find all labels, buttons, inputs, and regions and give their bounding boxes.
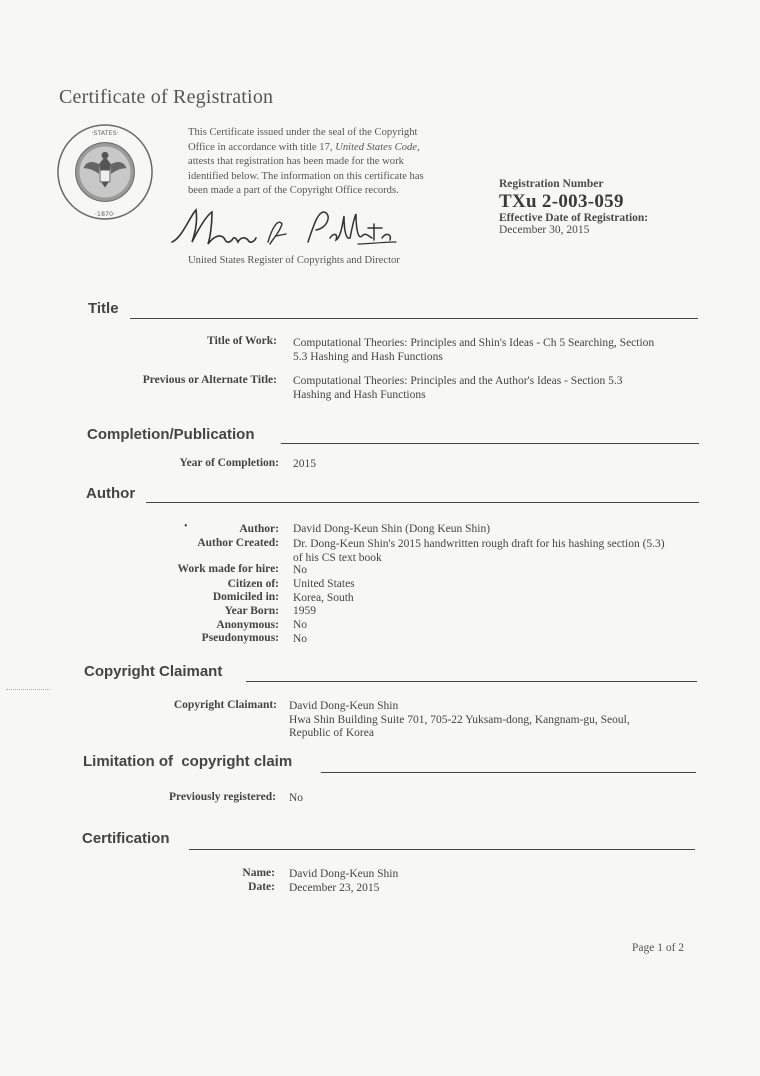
pseudonymous-label: Pseudonymous: bbox=[201, 632, 279, 644]
domiciled-in-label: Domiciled in: bbox=[212, 591, 279, 603]
value-line: Computational Theories: Principles and the Author's Ideas - Section 5.3 bbox=[293, 375, 623, 387]
certification-name-value: David Dong-Keun Shin bbox=[289, 868, 399, 880]
title-of-work-value bbox=[293, 337, 654, 364]
section-rule bbox=[146, 502, 699, 503]
bullet-marker: • bbox=[184, 521, 188, 532]
value-line: Republic of Korea bbox=[289, 727, 374, 739]
certification-date-value: December 23, 2015 bbox=[289, 882, 380, 894]
intro-line: Office in accordance with title 17, United States Code, bbox=[188, 141, 420, 153]
year-of-completion-label: Year of Completion: bbox=[179, 457, 279, 469]
value-line: Hwa Shin Building Suite 701, 705-22 Yuksam-dong, Kangnam-gu, Seoul, bbox=[289, 713, 630, 726]
certification-name-label: Name: bbox=[242, 867, 275, 879]
value-line: Dr. Dong-Keun Shin's 2015 handwritten rough draft for his hashing section (5.3) bbox=[293, 538, 665, 550]
year-of-completion-value: 2015 bbox=[293, 458, 316, 470]
section-heading-title: Title bbox=[88, 300, 119, 317]
author-created-value bbox=[293, 538, 665, 565]
registration-block bbox=[499, 178, 648, 236]
pseudonymous-value: No bbox=[293, 633, 308, 645]
effective-date-label: Effective Date of Registration: bbox=[499, 212, 649, 224]
register-signature bbox=[168, 198, 403, 256]
author-created-label: Author Created: bbox=[197, 537, 279, 549]
svg-text:·STATES·: ·STATES· bbox=[91, 128, 119, 137]
alternate-title-label: Previous or Alternate Title: bbox=[142, 374, 277, 386]
section-rule bbox=[321, 772, 696, 773]
citizen-of-value: United States bbox=[293, 578, 355, 590]
anonymous-value: No bbox=[293, 619, 308, 631]
value-line: Hashing and Hash Functions bbox=[293, 388, 426, 401]
section-heading-limitation: Limitation of copyright claim bbox=[83, 753, 293, 770]
intro-line: attests that registration has been made for the work bbox=[188, 156, 404, 168]
title-of-work-label: Title of Work: bbox=[207, 335, 277, 347]
intro-line: been made a part of the Copyright Office records. bbox=[188, 185, 399, 197]
certificate-title: Certificate of Registration bbox=[59, 86, 274, 108]
certificate-intro bbox=[188, 126, 468, 199]
work-for-hire-label: Work made for hire: bbox=[177, 563, 279, 575]
svg-text:·1870·: ·1870· bbox=[94, 210, 116, 219]
section-rule bbox=[246, 681, 697, 682]
section-rule bbox=[281, 443, 699, 444]
page-number: Page 1 of 2 bbox=[632, 942, 685, 954]
previously-registered-label: Previously registered: bbox=[169, 791, 276, 803]
registration-number-label: Registration Number bbox=[499, 178, 604, 190]
certification-date-label: Date: bbox=[248, 881, 275, 893]
citizen-of-label: Citizen of: bbox=[227, 578, 279, 590]
value-line: Computational Theories: Principles and Shin's Ideas - Ch 5 Searching, Section bbox=[293, 337, 655, 349]
author-value: David Dong-Keun Shin (Dong Keun Shin) bbox=[293, 523, 491, 535]
intro-line: This Certificate issued under the seal of the Copyright bbox=[188, 127, 418, 138]
section-heading-claimant: Copyright Claimant bbox=[84, 663, 223, 680]
section-heading-author: Author bbox=[86, 485, 136, 502]
author-label: Author: bbox=[239, 523, 279, 535]
section-rule bbox=[130, 318, 698, 319]
intro-line: identified below. The information on this certificate has bbox=[188, 170, 424, 182]
value-line: of his CS text book bbox=[293, 551, 382, 564]
copyright-claimant-value bbox=[289, 700, 630, 741]
code-title: United States Code bbox=[335, 141, 417, 153]
register-title: United States Register of Copyrights and Director bbox=[188, 255, 400, 266]
value-line: 5.3 Hashing and Hash Functions bbox=[293, 350, 443, 363]
domiciled-in-value: Korea, South bbox=[293, 592, 354, 604]
previously-registered-value: No bbox=[289, 792, 304, 804]
registration-number: TXu 2-003-059 bbox=[499, 191, 624, 212]
year-born-value: 1959 bbox=[293, 605, 316, 617]
scan-artifact bbox=[6, 689, 50, 693]
section-rule bbox=[189, 849, 695, 850]
year-born-label: Year Born: bbox=[224, 605, 279, 617]
copyright-office-seal bbox=[56, 123, 154, 221]
effective-date: December 30, 2015 bbox=[499, 224, 590, 236]
section-heading-completion: Completion/Publication bbox=[87, 426, 255, 443]
alternate-title-value bbox=[293, 375, 623, 402]
work-for-hire-value: No bbox=[293, 564, 308, 576]
value-line: David Dong-Keun Shin bbox=[289, 700, 399, 712]
copyright-claimant-label: Copyright Claimant: bbox=[173, 699, 277, 711]
section-heading-certification: Certification bbox=[82, 830, 170, 847]
anonymous-label: Anonymous: bbox=[216, 619, 279, 631]
